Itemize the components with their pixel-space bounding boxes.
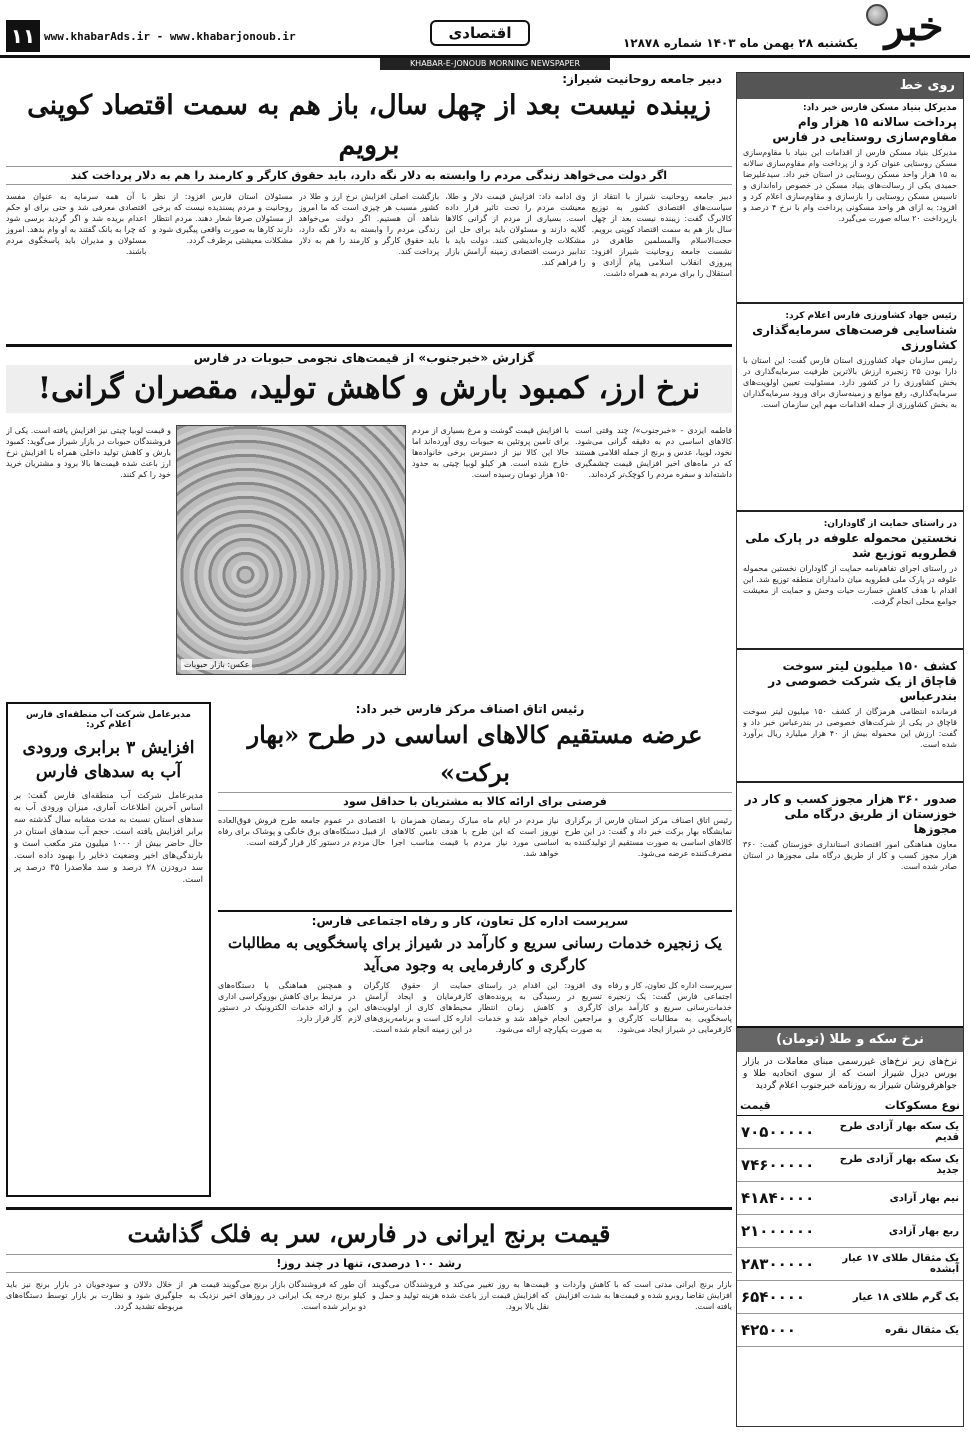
- story-dek: فرصتی برای ارائه کالا به مشتریان با حداقل سود: [218, 792, 732, 811]
- story-body: مدیرعامل شرکت آب منطقه‌ای فارس گفت: بر اساس آخرین اطلاعات آماری، میزان ورودی آب به سدهای استان نسبت به مدت مشابه سال گذشته سه برابر افزایش یافته است. حجم آب سدهای استان در حال حاضر بیش از ۱۰۰۰ میلیون متر مکعب است و بارندگی‌های اخیر وضعیت ذخایر را بهبود داده است. سد درودزن ۲۸ درصد و سد ملاصدرا ۳۵ درصد پر است.: [14, 791, 203, 885]
- text-column: مسئولان استان فارس افزود: از نظر روحانیت و مردم پسندیده نیست که برخی از مسئولان صرفا شعار دهند. مردم انتظار دارند کارها به صورت واقعی پیگیری شود و مشکلات معیشتی برطرف گردد.: [152, 192, 293, 245]
- story-kicker: رئیس اتاق اصناف مرکز فارس خبر داد:: [355, 702, 585, 716]
- text-column: حمایت از حقوق کارگران و کارفرمایان و ایجاد آرامش در محیط‌های کاری از اولویت‌های این اداره کل است و برنامه‌ریزی‌های لازم در این زمینه انجام شده است.: [348, 981, 472, 1034]
- page-number: ۱۱: [6, 20, 40, 52]
- sidebar-story: [737, 307, 963, 507]
- story-columns: [218, 815, 732, 925]
- price-table-box: [737, 1026, 963, 1426]
- text-column: وی ادامه داد: افزایش قیمت دلار و طلا، معیشت مردم را تحت تاثیر قرار داده است. بسیاری از مردم از گرانی کالاها گلایه دارند و مسئولان باید برای حل این مشکلات چاره‌اندیشی کنند. دولت باید با تدابیر درست اقتصادی زمینه آرامش بازار را فراهم کند.: [445, 192, 586, 267]
- text-column: همچنین هماهنگی با دستگاه‌های مرتبط برای کاهش بوروکراسی اداری و ارائه خدمات الکترونیک در دستور کار قرار دارد.: [218, 981, 342, 1023]
- story-lead: مدیرکل بنیاد مسکن فارس خبر داد:: [802, 103, 957, 113]
- basket-story: [218, 702, 732, 902]
- story-body: فرمانده انتظامی هرمزگان از کشف ۱۵۰ میلیون لیتر سوخت قاچاق در یکی از شرکت‌های خصوصی در بندرعباس خبر داد و گفت: ارزش این محموله بیش از ۴۰ هزار میلیارد ریال برآورد شده است.: [743, 707, 957, 749]
- coin-price: ۲۸۳۰۰۰۰۰: [737, 1248, 818, 1281]
- story-body: رئیس سازمان جهاد کشاورزی استان فارس گفت: این استان با دارا بودن ۲۵ زنجیره ارزش بالاترین ظرفیت سرمایه‌گذاری در بخش کشاورزی را در کشور دارد. مسئولیت تعیین اولویت‌های سرمایه‌گذاری، رفع موانع و زمینه‌سازی برای ورود سرمایه‌گذاران به بخش کشاورزی از جمله اقدامات مهم این سازمان است.: [743, 356, 957, 409]
- story-columns: [218, 980, 732, 1185]
- story-title: شناسایی فرصت‌های سرمایه‌گذاری کشاورزی: [752, 323, 957, 352]
- text-column: بازگشت اصلی افزایش نرخ ارز و طلا در کشور مسبب هر چیزی است که ما امروز شاهد آن هستیم. اگر دولت می‌خواهد زندگی مردم را وابسته به دلار نگه دارد، باید حقوق کارگر و کارمند را هم به دلار پرداخت کند.: [298, 192, 440, 256]
- price-table-header: نرخ سکه و طلا (تومان): [737, 1028, 963, 1052]
- divider: [737, 781, 963, 783]
- coin-name: یک گرم طلای ۱۸ عیار: [818, 1281, 963, 1314]
- coin-name: یک مثقال نقره: [818, 1314, 963, 1347]
- divider: [737, 648, 963, 650]
- main-content: [6, 72, 732, 1427]
- text-column: با افزایش قیمت گوشت و مرغ بسیاری از مردم برای تامین پروتئین به حبوبات روی آورده‌اند اما حالا این کالا نیز از دسترس برخی خانواده‌ها خارج شده است. هر کیلو لوبیا چیتی به حدود ۱۵۰ هزار تومان رسیده است.: [412, 426, 569, 479]
- text-column: رئیس اتاق اصناف مرکز استان فارس از برگزاری نمایشگاه بهار برکت خبر داد و گفت: در این طرح کالاهای اساسی به صورت مستقیم از تولیدکننده به مصرف‌کننده عرضه می‌شود.: [564, 816, 732, 858]
- text-column: قیمت‌ها به روز تغییر می‌کند و فروشندگان می‌گویند که افزایش قیمت ارز باعث شده هزینه تولید و حمل و نقل بالا برود.: [372, 1280, 549, 1311]
- story-dek: رشد ۱۰۰ درصدی، تنها در چند روز!: [6, 1254, 732, 1273]
- rice-story: [6, 1207, 732, 1427]
- lead-story: [6, 72, 732, 342]
- story-title: صدور ۳۶۰ هزار مجوز کسب و کار در خوزستان از طریق درگاه ملی مجوزها: [744, 792, 957, 836]
- newspaper-logo: خبر: [884, 3, 944, 50]
- story-lead: در راستای حمایت از گاوداران:: [823, 519, 957, 529]
- story-headline: نرخ ارز، کمبود بارش و کاهش تولید، مقصران گرانی!: [6, 365, 732, 413]
- story-kicker: دبیر جامعه روحانیت شیراز:: [562, 72, 722, 86]
- divider: [737, 302, 963, 304]
- text-column: سرپرست اداره کل تعاون، کار و رفاه اجتماعی فارس گفت: یک زنجیره خدمات‌رسانی سریع و کارآمد برای پاسخگویی به مطالبات کارگری و کارفرمایی در شیراز ایجاد می‌شود.: [608, 981, 732, 1034]
- story-title: کشف ۱۵۰ میلیون لیتر سوخت قاچاق از یک شرکت خصوصی در بندرعباس: [768, 659, 957, 703]
- text-column: با آن همه سرمایه به عنوان مفسد اقتصادی معرفی شد و حتی برای او حکم اعدام بریده شد و اگر گردید برسی شود که چرا به بانک گفتند به او وام بدهد. امروز مسئولان و مدیران باید پاسخگوی مردم باشند.: [5, 192, 147, 256]
- story-body: مدیرکل بنیاد مسکن فارس از اقدامات این بنیاد با مقاوم‌سازی مسکن روستایی عنوان کرد و از پرداخت وام مقاوم‌سازی سالانه به ۱۵ هزار واحد مسکن روستایی در استان خبر داد. سیدعلیرضا حمیدی یکی از رسالت‌های بنیاد مسکن در خصوص راه‌اندازی و تاسیس مسکن روستایی را بازسازی و مقاوم‌سازی اعلام کرد و افزود: به ازای هر واحد مسکونی پرداخت وام با نرخ ۴ درصد و بازپرداخت ۲۰ ساله صورت می‌گیرد.: [743, 148, 957, 223]
- story-headline: زیبنده نیست بعد از چهل سال، باز هم به سمت اقتصاد کوپنی برویم: [27, 90, 711, 161]
- water-story: [6, 702, 211, 1197]
- table-row: [737, 1116, 963, 1149]
- divider: [737, 510, 963, 512]
- story-dek: اگر دولت می‌خواهد زندگی مردم را وابسته به دلار نگه دارد، باید حقوق کارگر و کارمند را هم به دلار پرداخت کند: [6, 166, 732, 185]
- coin-name: یک سکه بهار آزادی طرح قدیم: [818, 1116, 963, 1149]
- col-header-price: قیمت: [737, 1096, 818, 1116]
- table-row: [737, 1182, 963, 1215]
- grain-story: [6, 344, 732, 684]
- story-headline: قیمت برنج ایرانی در فارس، سر به فلک گذاشت: [127, 1219, 611, 1248]
- coin-price: ۷۴۶۰۰۰۰۰: [737, 1149, 818, 1182]
- grain-photo: [176, 425, 406, 675]
- coin-price: ۲۱۰۰۰۰۰۰: [737, 1215, 818, 1248]
- table-row: [737, 1149, 963, 1182]
- coin-name: یک سکه بهار آزادی طرح جدید: [818, 1149, 963, 1182]
- text-column: از خلال دلالان و سودجویان در بازار برنج نیز باید جلوگیری شود و نظارت بر بازار توسط دستگاه‌های مربوطه تشدید گردد.: [6, 1280, 183, 1311]
- sidebar: [736, 72, 964, 1427]
- text-column: اقتصادی در عموم جامعه طرح فروش فوق‌العاده از قبیل دستگاه‌های برق خانگی و پوشاک برای رفاه حال مردم در دستور کار قرار گرفته است.: [218, 816, 386, 847]
- issue-line: یکشنبه ۲۸ بهمن ماه ۱۴۰۳ شماره ۱۲۸۷۸: [622, 36, 858, 50]
- price-table-note: نرخ‌های زیر نرخ‌های غیررسمی مبنای معاملات در بازار بورس دیزل شیراز است که از سوی اتحادیه طلا و جواهرفروشان شیراز به روزنامه خبرجنوب اعلام گردید: [743, 1057, 957, 1091]
- story-body: در راستای اجرای تفاهم‌نامه حمایت از گاوداران نخستین محموله علوفه در پارک ملی قطرویه میان دامداران منطقه توزیع شد. این اقدام با هدف کاهش خسارت حیات وحش و حمایت از معیشت جوامع محلی انجام گرفت.: [743, 564, 957, 606]
- table-row: [737, 1281, 963, 1314]
- col-header-name: نوع مسکوکات: [818, 1096, 963, 1116]
- coin-price: ۴۲۵۰۰۰: [737, 1314, 818, 1347]
- sidebar-story: [737, 99, 963, 299]
- sidebar-header: روی خط: [737, 73, 963, 99]
- story-title: نخستین محموله علوفه در پارک ملی قطرویه توزیع شد: [745, 531, 957, 560]
- coin-name: نیم بهار آزادی: [818, 1182, 963, 1215]
- table-row: [737, 1215, 963, 1248]
- sidebar-story: [737, 653, 963, 778]
- labor-story: [218, 910, 732, 1200]
- table-row: [737, 1314, 963, 1347]
- photo-caption: عکس: بازار حبوبات: [181, 659, 252, 670]
- story-columns: [6, 1279, 732, 1419]
- text-column: بازار برنج ایرانی مدتی است که با کاهش واردات و افزایش تقاضا روبرو شده و قیمت‌ها به شدت افزایش یافته است.: [555, 1280, 732, 1311]
- story-kicker: سرپرست اداره کل تعاون، کار و رفاه اجتماعی فارس:: [311, 914, 629, 928]
- masthead: [0, 0, 970, 58]
- text-column: آن طور که فروشندگان بازار برنج می‌گویند قیمت هر کیلو برنج درجه یک ایرانی در روزهای اخیر نزدیک به دو برابر شده است.: [189, 1280, 366, 1311]
- price-table: [737, 1096, 963, 1347]
- text-column: فاطمه ایزدی - «خبرجنوب»/ چند وقتی است کالاهای اساسی دم به دقیقه گرانی می‌شود. نخود، لوبیا، عدس و برنج از جمله اقلامی هستند که در ماه‌های اخیر افزایش قیمت چشمگیری داشته‌اند و سفره مردم را کوچک‌تر کرده‌اند.: [575, 426, 732, 479]
- story-headline: افزایش ۳ برابری ورودی آب به سدهای فارس: [22, 738, 195, 782]
- coin-price: ۶۵۴۰۰۰۰: [737, 1281, 818, 1314]
- story-title: پرداخت سالانه ۱۵ هزار وام مقاوم‌سازی روستایی در فارس: [772, 115, 957, 144]
- story-kicker: مدیرعامل شرکت آب منطقه‌ای فارس اعلام کرد:: [26, 710, 191, 730]
- coin-price: ۷۰۵۰۰۰۰۰: [737, 1116, 818, 1149]
- table-row: [737, 1248, 963, 1281]
- coin-price: ۴۱۸۴۰۰۰۰: [737, 1182, 818, 1215]
- coin-name: یک مثقال طلای ۱۷ عیار آبشده: [818, 1248, 963, 1281]
- coin-name: ربع بهار آزادی: [818, 1215, 963, 1248]
- sidebar-story: [737, 515, 963, 645]
- english-name-bar: KHABAR-E-JONOUB MORNING NEWSPAPER: [380, 58, 610, 70]
- story-headline: عرضه مستقیم کالاهای اساسی در طرح «بهار برکت»: [247, 720, 703, 787]
- story-kicker: گزارش «خبرجنوب» از قیمت‌های نجومی حبوبات در فارس: [193, 351, 535, 365]
- text-column: نیاز مردم در ایام ماه مبارک رمضان همزمان با نوروز است که این طرح با هدف تامین کالاهای اساسی مورد نیاز مردم با قیمت مناسب اجرا خواهد شد.: [391, 816, 559, 858]
- story-columns: [412, 425, 732, 675]
- sidebar-story: [737, 786, 963, 881]
- section-label: اقتصادی: [430, 20, 530, 46]
- text-column: دبیر جامعه روحانیت شیراز با انتقاد از سیاست‌های اقتصادی کشور به توزیع کالابرگ گفت: زیبنده نیست بعد از چهل سال باز هم به سمت اقتصاد کوپنی برویم. حجت‌الاسلام والمسلمین طاهری در نشست جامعه روحانیت شیراز افزود: پیروزی انقلاب اسلامی پیام آزادی و استقلال را برای مردم به همراه داشت.: [591, 192, 732, 278]
- story-lead: رئیس جهاد کشاورزی فارس اعلام کرد:: [785, 311, 957, 321]
- story-columns: [6, 425, 171, 675]
- website-url[interactable]: www.khabarAds.ir - www.khabarjonoub.ir: [44, 30, 296, 43]
- text-column: و قیمت لوبیا چیتی نیز افزایش یافته است. یکی از فروشندگان حبوبات در بازار شیراز می‌گوید: کمبود بارش و کاهش تولید داخلی همراه با افزایش نرخ ارز باعث شده قیمت‌ها بالا برود و مشتریان خرید خود را کم کنند.: [6, 426, 171, 479]
- story-headline: یک زنجیره خدمات رسانی سریع و کارآمد در شیراز برای پاسخگویی به مطالبات کارگری و کارفرمایی به وجود می‌آید: [228, 934, 722, 974]
- story-body: معاون هماهنگی امور اقتصادی استانداری خوزستان گفت: ۳۶۰ هزار مجوز کسب و کار از طریق درگاه ملی مجوزها در استان صادر شده است.: [743, 840, 957, 871]
- text-column: وی افزود: این اقدام در راستای تسریع در رسیدگی به پرونده‌های کارگری و کاهش زمان انتظار مراجعین انجام خواهد شد و خدمات به صورت یکپارچه ارائه می‌شود.: [478, 981, 602, 1034]
